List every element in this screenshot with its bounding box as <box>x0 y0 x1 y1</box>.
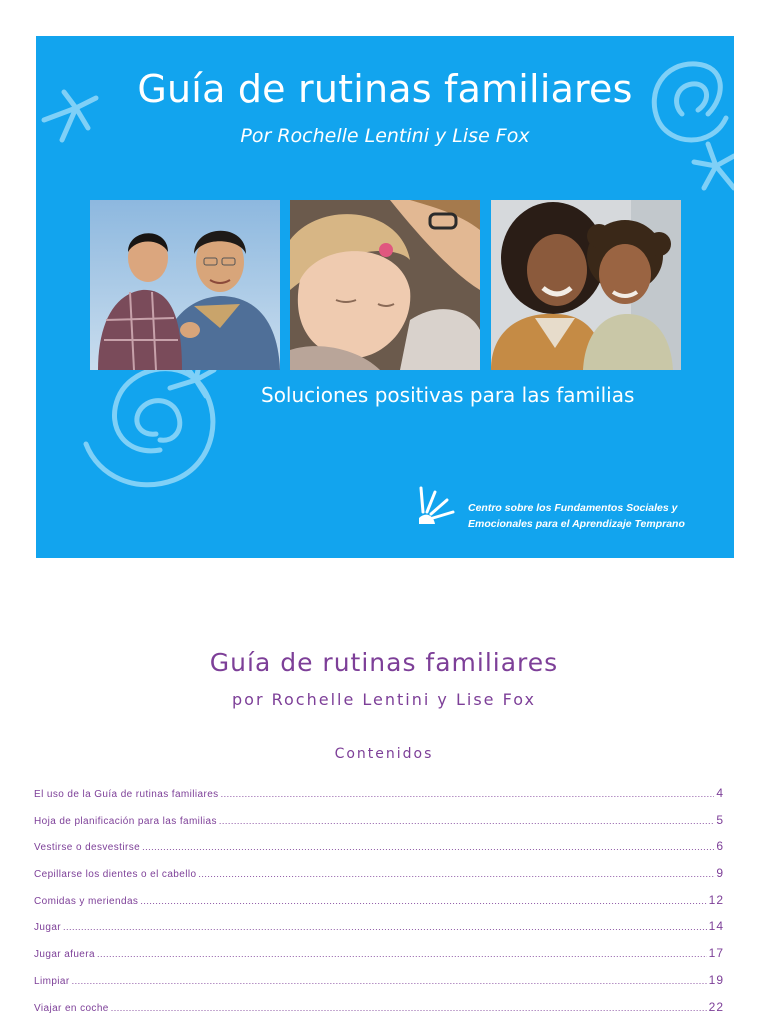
toc-item-page: 6 <box>716 839 724 854</box>
toc-item-page: 17 <box>708 946 724 961</box>
mother-and-toddler-photo <box>290 200 480 370</box>
toc-item-label: Hoja de planificación para las familias <box>34 815 217 827</box>
center-logo-icon <box>417 482 459 528</box>
toc-item-label: Viajar en coche <box>34 1002 109 1014</box>
toc-item-label: Comidas y meriendas <box>34 895 139 907</box>
cover-authors: Por Rochelle Lentini y Lise Fox <box>240 125 530 147</box>
toc-dot-leader <box>219 816 714 826</box>
toc-item-comidas[interactable] <box>34 893 724 920</box>
center-name-line2: Emocionales para el Aprendizaje Temprano <box>468 518 685 530</box>
toc-item-jugar-afuera[interactable] <box>34 946 724 973</box>
toc-item-label: Jugar <box>34 922 62 934</box>
toc-item-limpiar[interactable] <box>34 973 724 1000</box>
toc-dot-leader <box>111 1003 707 1013</box>
toc-dot-leader <box>63 922 707 932</box>
toc-dot-leader <box>140 896 706 906</box>
father-and-son-photo <box>90 200 280 370</box>
toc-item-page: 19 <box>708 972 724 987</box>
toc-dot-leader <box>142 842 714 852</box>
toc-item-page: 14 <box>708 919 724 934</box>
cover-title: Guía de rutinas familiares <box>137 67 633 111</box>
toc-dot-leader <box>221 789 715 799</box>
toc-item-page: 4 <box>716 786 724 800</box>
spiral-bottom-left-icon <box>86 369 213 485</box>
center-name <box>468 500 685 532</box>
toc-item-hoja-de-planificacion[interactable] <box>34 813 724 840</box>
toc-item-page: 12 <box>708 892 724 907</box>
toc-heading: Contenidos <box>334 746 434 762</box>
table-of-contents <box>34 786 724 1024</box>
toc-item-label: Cepillarse los dientes o el cabello <box>34 869 197 881</box>
toc-item-el-uso[interactable] <box>34 786 724 813</box>
starburst-right-icon <box>694 144 734 188</box>
document-title: Guía de rutinas familiares <box>209 648 559 677</box>
center-name-line1: Centro sobre los Fundamentos Sociales y <box>468 502 678 514</box>
toc-dot-leader <box>198 869 714 879</box>
mother-and-daughter-photo <box>491 200 681 370</box>
cover-subtitle: Soluciones positivas para las familias <box>261 383 635 407</box>
toc-item-cepillarse[interactable] <box>34 866 724 893</box>
toc-item-page: 9 <box>716 866 724 881</box>
toc-dot-leader <box>97 949 707 959</box>
document-authors: por Rochelle Lentini y Lise Fox <box>232 690 536 709</box>
cover-panel <box>36 36 734 558</box>
toc-item-viajar-en-coche[interactable] <box>34 1000 724 1024</box>
toc-dot-leader <box>72 976 707 986</box>
toc-item-jugar[interactable] <box>34 919 724 946</box>
toc-item-label: Jugar afuera <box>34 949 95 961</box>
toc-item-page: 5 <box>716 812 724 827</box>
toc-item-label: El uso de la Guía de rutinas familiares <box>34 789 219 800</box>
toc-item-page: 22 <box>708 999 724 1014</box>
toc-item-label: Vestirse o desvestirse <box>34 842 141 854</box>
toc-item-vestirse[interactable] <box>34 839 724 866</box>
toc-item-label: Limpiar <box>34 975 70 987</box>
